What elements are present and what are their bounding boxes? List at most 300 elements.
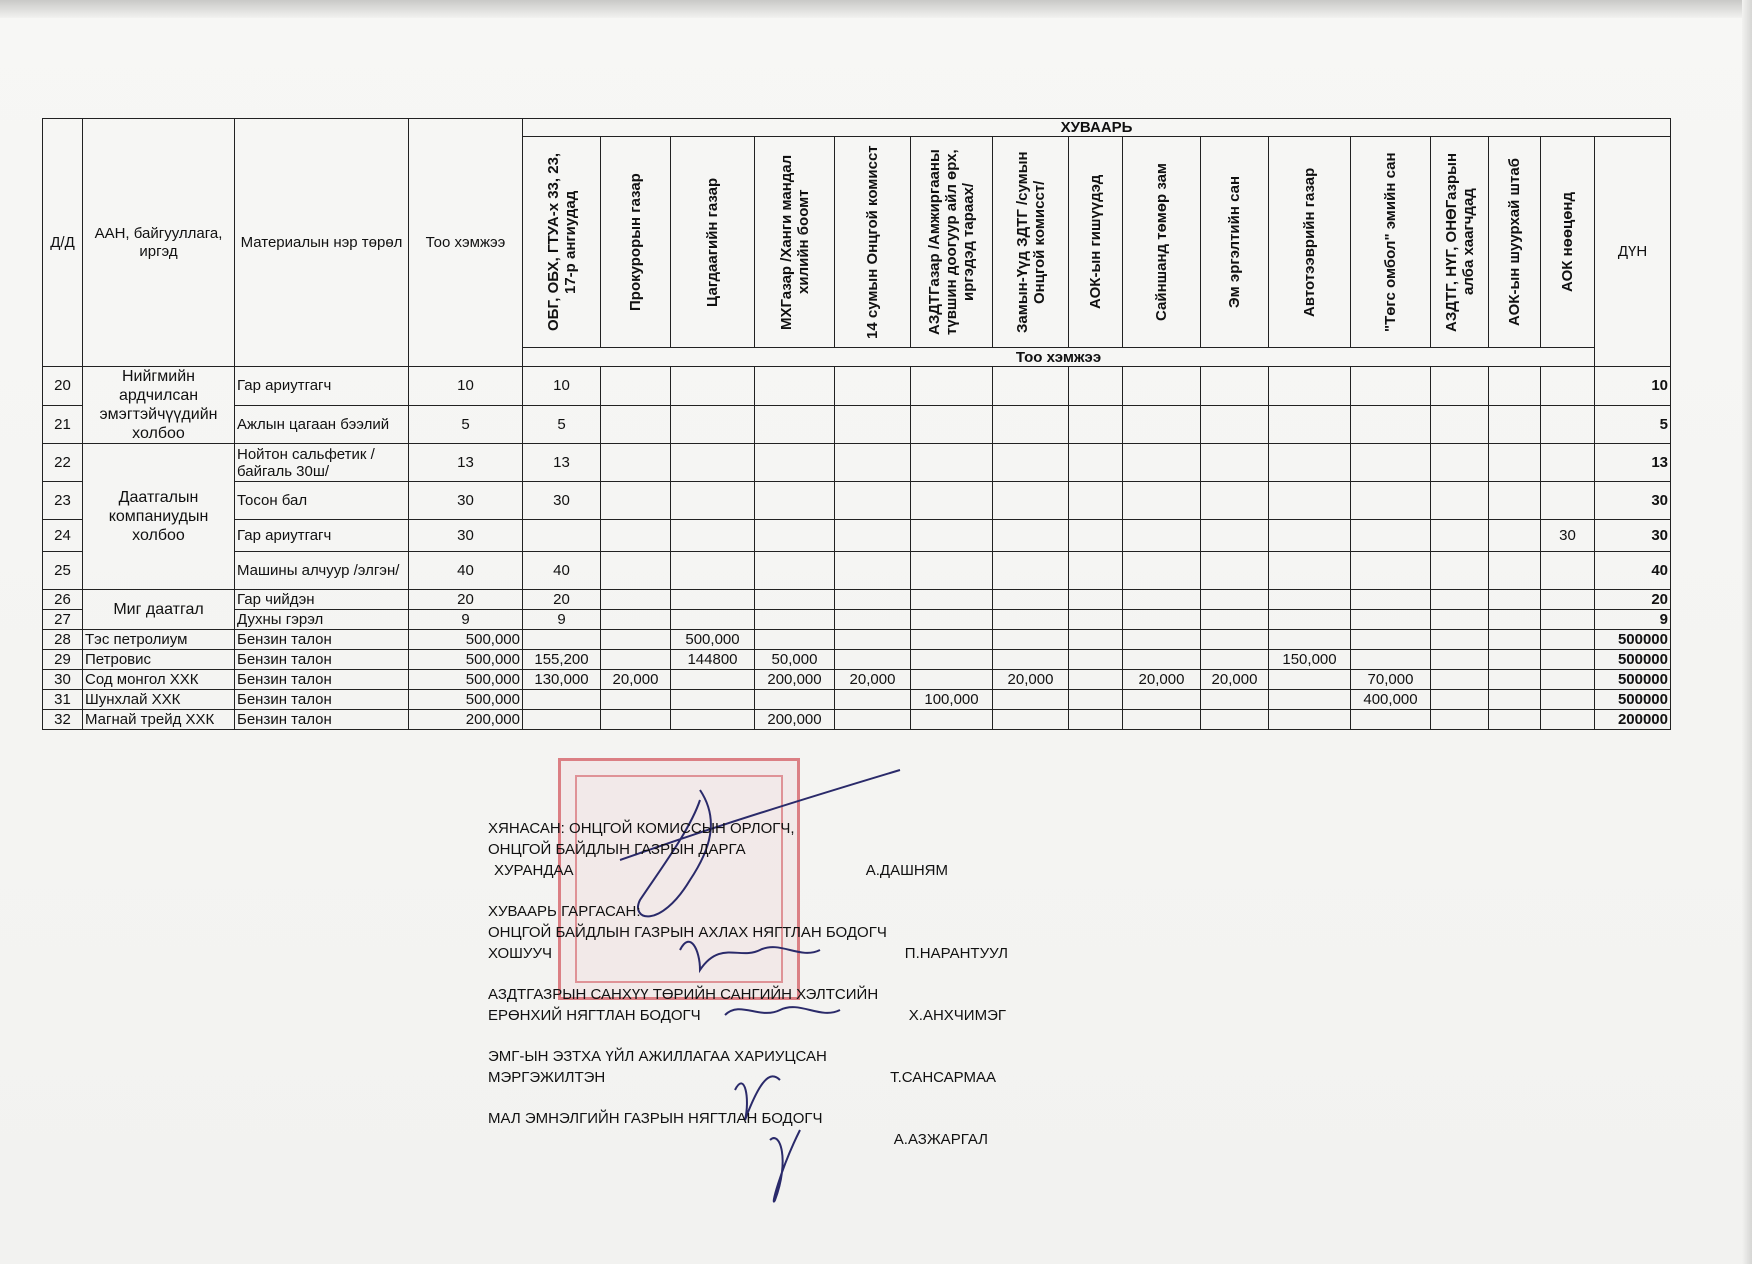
cell-dist xyxy=(1489,405,1541,444)
cell-dist xyxy=(993,482,1069,520)
cell-material: Машины алчуур /элгэн/ xyxy=(235,552,409,590)
table-row xyxy=(43,670,1671,690)
cell-dist xyxy=(755,482,835,520)
cell-dist xyxy=(1201,520,1269,552)
cell-dist xyxy=(755,367,835,406)
cell-dist xyxy=(1069,670,1123,690)
table-row xyxy=(43,367,1671,406)
cell-org: Шунхлай ХХК xyxy=(83,690,235,710)
cell-dist xyxy=(911,630,993,650)
cell-dist: 20,000 xyxy=(1123,670,1201,690)
cell-dist xyxy=(601,520,671,552)
cell-qty: 40 xyxy=(409,552,523,590)
cell-dist xyxy=(1069,710,1123,730)
cell-org: Нийгмийн ардчилсан эмэгтэйчүүдийн холбоо xyxy=(83,367,235,444)
cell-dist: 155,200 xyxy=(523,650,601,670)
cell-total: 500000 xyxy=(1595,690,1671,710)
cell-dist xyxy=(755,690,835,710)
cell-material: Гар ариутгагч xyxy=(235,367,409,406)
cell-qty: 20 xyxy=(409,590,523,610)
cell-dist xyxy=(1431,405,1489,444)
cell-dist xyxy=(911,610,993,630)
cell-num: 26 xyxy=(43,590,83,610)
cell-dist xyxy=(1201,610,1269,630)
cell-material: Нойтон сальфетик /байгаль 30ш/ xyxy=(235,444,409,482)
cell-dist: 5 xyxy=(523,405,601,444)
cell-total: 10 xyxy=(1595,367,1671,406)
cell-material: Духны гэрэл xyxy=(235,610,409,630)
cell-total: 40 xyxy=(1595,552,1671,590)
cell-total: 500000 xyxy=(1595,630,1671,650)
cell-qty: 500,000 xyxy=(409,630,523,650)
table-row xyxy=(43,590,1671,610)
cell-dist xyxy=(1431,650,1489,670)
cell-dist xyxy=(1431,444,1489,482)
cell-dist xyxy=(1431,482,1489,520)
cell-num: 30 xyxy=(43,670,83,690)
cell-dist: 130,000 xyxy=(523,670,601,690)
signature-health: ЭМГ-ЫН ЭЗТХА ҮЙЛ АЖИЛЛАГАА ХАРИУЦСАН МЭРГЭЖИЛТЭН Т.САНСАРМАА xyxy=(488,1048,996,1086)
cell-total: 30 xyxy=(1595,482,1671,520)
signature-veterinary: МАЛ ЭМНЭЛГИЙН ГАЗРЫН НЯГТЛАН БОДОГЧ А.АЗЖАРГАЛ xyxy=(488,1110,988,1148)
cell-org: Магнай трейд ХХК xyxy=(83,710,235,730)
col-header-num: Д/Д xyxy=(43,119,83,367)
cell-dist: 9 xyxy=(523,610,601,630)
cell-num: 25 xyxy=(43,552,83,590)
cell-dist xyxy=(1431,690,1489,710)
cell-dist xyxy=(835,367,911,406)
col-header-dist-6: Замын-Үүд ЗДТГ /сумын Онцгой комисст/ xyxy=(993,137,1069,348)
col-header-dist-4: 14 сумын Онцгой комисст xyxy=(835,137,911,348)
cell-dist xyxy=(1069,630,1123,650)
cell-dist xyxy=(911,367,993,406)
cell-dist xyxy=(1541,690,1595,710)
cell-num: 27 xyxy=(43,610,83,630)
cell-dist xyxy=(755,444,835,482)
cell-dist xyxy=(1431,520,1489,552)
cell-dist xyxy=(993,590,1069,610)
cell-dist xyxy=(1123,610,1201,630)
cell-dist xyxy=(671,590,755,610)
cell-material: Гар чийдэн xyxy=(235,590,409,610)
cell-total: 13 xyxy=(1595,444,1671,482)
cell-dist xyxy=(911,405,993,444)
col-header-dist-13: АОК-ын шуурхай штаб xyxy=(1489,137,1541,348)
cell-dist xyxy=(1201,630,1269,650)
cell-dist xyxy=(523,520,601,552)
cell-dist xyxy=(1069,444,1123,482)
cell-dist xyxy=(671,610,755,630)
cell-dist xyxy=(1351,710,1431,730)
cell-dist xyxy=(835,444,911,482)
cell-dist xyxy=(601,590,671,610)
cell-dist xyxy=(835,520,911,552)
cell-dist xyxy=(1123,444,1201,482)
cell-dist xyxy=(993,650,1069,670)
cell-dist xyxy=(671,710,755,730)
cell-dist xyxy=(993,552,1069,590)
cell-dist xyxy=(1069,552,1123,590)
cell-dist xyxy=(601,630,671,650)
cell-qty: 10 xyxy=(409,367,523,406)
cell-dist xyxy=(1069,690,1123,710)
cell-num: 31 xyxy=(43,690,83,710)
cell-dist xyxy=(1123,552,1201,590)
cell-dist: 200,000 xyxy=(755,670,835,690)
cell-material: Бензин талон xyxy=(235,650,409,670)
cell-dist xyxy=(1541,650,1595,670)
cell-total: 30 xyxy=(1595,520,1671,552)
cell-dist xyxy=(993,520,1069,552)
signer-name: П.НАРАНТУУЛ xyxy=(904,945,1008,962)
cell-dist: 200,000 xyxy=(755,710,835,730)
cell-total: 9 xyxy=(1595,610,1671,630)
cell-dist xyxy=(755,590,835,610)
cell-dist xyxy=(755,520,835,552)
cell-dist xyxy=(671,482,755,520)
cell-dist xyxy=(671,405,755,444)
cell-dist xyxy=(911,482,993,520)
cell-org: Даатгалын компаниудын холбоо xyxy=(83,444,235,590)
cell-org: Сод монгол ХХК xyxy=(83,670,235,690)
cell-dist xyxy=(601,367,671,406)
cell-dist xyxy=(835,690,911,710)
signer-name: А.АЗЖАРГАЛ xyxy=(893,1131,988,1148)
cell-num: 28 xyxy=(43,630,83,650)
cell-dist xyxy=(1431,630,1489,650)
cell-dist xyxy=(1069,610,1123,630)
cell-num: 21 xyxy=(43,405,83,444)
cell-num: 23 xyxy=(43,482,83,520)
cell-dist xyxy=(911,590,993,610)
cell-dist: 20,000 xyxy=(601,670,671,690)
cell-dist: 30 xyxy=(523,482,601,520)
cell-qty: 9 xyxy=(409,610,523,630)
cell-org: Тэс петролиум xyxy=(83,630,235,650)
cell-dist: 30 xyxy=(1541,520,1595,552)
cell-org: Миг даатгал xyxy=(83,590,235,630)
cell-dist xyxy=(1201,367,1269,406)
cell-dist: 20,000 xyxy=(993,670,1069,690)
cell-dist xyxy=(1123,650,1201,670)
cell-dist xyxy=(911,520,993,552)
cell-dist xyxy=(671,444,755,482)
col-header-material: Материалын нэр төрөл xyxy=(235,119,409,367)
cell-dist xyxy=(1541,405,1595,444)
cell-total: 5 xyxy=(1595,405,1671,444)
cell-dist xyxy=(1489,590,1541,610)
col-header-dist-2: Цагдаагийн газар xyxy=(671,137,755,348)
table-row xyxy=(43,690,1671,710)
cell-dist xyxy=(1489,520,1541,552)
cell-qty: 30 xyxy=(409,520,523,552)
cell-dist xyxy=(1069,590,1123,610)
cell-dist xyxy=(1069,520,1123,552)
cell-dist xyxy=(755,610,835,630)
cell-dist xyxy=(755,552,835,590)
cell-dist xyxy=(1069,367,1123,406)
cell-dist xyxy=(1489,650,1541,670)
cell-material: Бензин талон xyxy=(235,670,409,690)
signature-treasury: АЗДТГАЗРЫН САНХҮҮ ТӨРИЙН САНГИЙН ХЭЛТСИЙН ЕРӨНХИЙ НЯГТЛАН БОДОГЧ Х.АНХЧИМЭГ xyxy=(488,986,1006,1024)
col-header-group: ХУВААРЬ xyxy=(523,119,1671,137)
cell-dist xyxy=(1541,367,1595,406)
cell-dist: 50,000 xyxy=(755,650,835,670)
cell-dist xyxy=(1431,710,1489,730)
table-row xyxy=(43,650,1671,670)
cell-dist xyxy=(1123,690,1201,710)
col-header-org: ААН, байгууллага, иргэд xyxy=(83,119,235,367)
cell-num: 24 xyxy=(43,520,83,552)
cell-dist xyxy=(1541,590,1595,610)
cell-num: 22 xyxy=(43,444,83,482)
cell-dist xyxy=(671,690,755,710)
cell-dist: 144800 xyxy=(671,650,755,670)
signer-name: А.ДАШНЯМ xyxy=(865,862,948,879)
cell-dist xyxy=(1269,367,1351,406)
cell-dist xyxy=(1489,690,1541,710)
cell-dist xyxy=(1069,482,1123,520)
cell-dist xyxy=(835,590,911,610)
cell-dist xyxy=(601,610,671,630)
cell-dist xyxy=(1201,482,1269,520)
cell-qty: 5 xyxy=(409,405,523,444)
cell-dist xyxy=(1123,405,1201,444)
cell-dist xyxy=(993,405,1069,444)
cell-dist xyxy=(671,670,755,690)
cell-dist xyxy=(911,670,993,690)
cell-total: 200000 xyxy=(1595,710,1671,730)
cell-material: Тосон бал xyxy=(235,482,409,520)
cell-dist xyxy=(1351,405,1431,444)
cell-total: 500000 xyxy=(1595,670,1671,690)
cell-material: Бензин талон xyxy=(235,630,409,650)
table-row xyxy=(43,482,1671,520)
cell-dist: 20 xyxy=(523,590,601,610)
cell-dist: 10 xyxy=(523,367,601,406)
cell-dist xyxy=(755,405,835,444)
cell-dist xyxy=(1489,482,1541,520)
cell-dist xyxy=(1201,405,1269,444)
cell-dist xyxy=(1431,367,1489,406)
cell-dist: 150,000 xyxy=(1269,650,1351,670)
cell-dist xyxy=(601,710,671,730)
cell-dist xyxy=(1201,444,1269,482)
col-header-dist-3: МХГазар /Ханги мандал хилийн боомт xyxy=(755,137,835,348)
cell-dist xyxy=(1351,650,1431,670)
cell-dist xyxy=(911,444,993,482)
col-header-dist-8: Сайншанд төмөр зам xyxy=(1123,137,1201,348)
cell-dist xyxy=(993,367,1069,406)
cell-dist xyxy=(835,650,911,670)
table-row xyxy=(43,444,1671,482)
cell-dist xyxy=(1269,520,1351,552)
cell-dist xyxy=(1351,552,1431,590)
cell-qty: 200,000 xyxy=(409,710,523,730)
col-header-qty: Тоо хэмжээ xyxy=(409,119,523,367)
col-header-sub: Тоо хэмжээ xyxy=(523,348,1595,367)
cell-num: 32 xyxy=(43,710,83,730)
cell-dist xyxy=(993,630,1069,650)
cell-dist xyxy=(1351,482,1431,520)
cell-num: 20 xyxy=(43,367,83,406)
cell-dist xyxy=(1269,552,1351,590)
cell-dist xyxy=(1269,405,1351,444)
cell-dist xyxy=(993,690,1069,710)
cell-dist xyxy=(601,690,671,710)
cell-dist xyxy=(1269,710,1351,730)
cell-dist: 70,000 xyxy=(1351,670,1431,690)
cell-dist xyxy=(1351,367,1431,406)
cell-dist xyxy=(835,610,911,630)
cell-dist xyxy=(1431,552,1489,590)
cell-dist xyxy=(1489,630,1541,650)
cell-dist xyxy=(601,650,671,670)
cell-dist: 13 xyxy=(523,444,601,482)
cell-dist xyxy=(1541,444,1595,482)
cell-material: Ажлын цагаан бээлий xyxy=(235,405,409,444)
cell-dist xyxy=(755,630,835,650)
cell-dist xyxy=(671,520,755,552)
table-row xyxy=(43,630,1671,650)
col-header-dist-11: "Төгс омбол" эмийн сан xyxy=(1351,137,1431,348)
cell-total: 500000 xyxy=(1595,650,1671,670)
cell-dist: 40 xyxy=(523,552,601,590)
cell-dist xyxy=(1123,590,1201,610)
cell-dist xyxy=(1123,367,1201,406)
cell-dist xyxy=(911,710,993,730)
cell-dist xyxy=(835,630,911,650)
cell-dist xyxy=(1351,630,1431,650)
cell-org: Петровис xyxy=(83,650,235,670)
col-header-dist-1: Прокурорын газар xyxy=(601,137,671,348)
cell-dist xyxy=(1431,670,1489,690)
cell-dist xyxy=(1269,590,1351,610)
cell-dist xyxy=(671,552,755,590)
col-header-dist-9: Эм эргэлтийн сан xyxy=(1201,137,1269,348)
cell-dist xyxy=(835,482,911,520)
cell-dist xyxy=(1269,610,1351,630)
col-header-dist-0: ОБГ, ОБХ, ГТУА-х 33, 23, 17-р ангиудад xyxy=(523,137,601,348)
cell-dist: 100,000 xyxy=(911,690,993,710)
cell-dist xyxy=(1123,630,1201,650)
cell-dist xyxy=(835,405,911,444)
cell-dist xyxy=(1201,690,1269,710)
signer-name: Т.САНСАРМАА xyxy=(890,1069,996,1086)
cell-dist xyxy=(993,444,1069,482)
col-header-dist-7: АОК-ын гишүүдэд xyxy=(1069,137,1123,348)
cell-dist: 20,000 xyxy=(835,670,911,690)
scan-top-shadow xyxy=(0,0,1752,18)
cell-dist xyxy=(1351,520,1431,552)
cell-material: Гар ариутгагч xyxy=(235,520,409,552)
cell-dist xyxy=(1351,610,1431,630)
cell-dist xyxy=(1201,552,1269,590)
cell-dist xyxy=(1201,590,1269,610)
cell-dist xyxy=(835,710,911,730)
cell-dist xyxy=(1069,405,1123,444)
cell-dist xyxy=(1351,444,1431,482)
cell-dist xyxy=(523,690,601,710)
cell-dist xyxy=(1123,710,1201,730)
cell-dist xyxy=(1431,590,1489,610)
cell-dist xyxy=(993,710,1069,730)
table-row xyxy=(43,710,1671,730)
cell-dist xyxy=(1541,710,1595,730)
cell-qty: 13 xyxy=(409,444,523,482)
cell-dist xyxy=(911,552,993,590)
cell-material: Бензин талон xyxy=(235,690,409,710)
cell-dist xyxy=(1269,670,1351,690)
cell-dist xyxy=(993,610,1069,630)
cell-dist xyxy=(1489,367,1541,406)
table-row xyxy=(43,405,1671,444)
scan-right-shadow xyxy=(1742,0,1752,1264)
cell-dist xyxy=(1269,482,1351,520)
cell-qty: 30 xyxy=(409,482,523,520)
cell-qty: 500,000 xyxy=(409,690,523,710)
cell-qty: 500,000 xyxy=(409,670,523,690)
cell-dist xyxy=(1123,520,1201,552)
signature-block xyxy=(488,818,1008,1170)
distribution-table xyxy=(42,118,1671,730)
cell-dist xyxy=(1201,710,1269,730)
cell-dist xyxy=(1123,482,1201,520)
cell-dist xyxy=(1269,444,1351,482)
cell-dist xyxy=(523,710,601,730)
cell-dist xyxy=(911,650,993,670)
cell-dist xyxy=(601,482,671,520)
col-header-dist-14: АОК нөөцөнд xyxy=(1541,137,1595,348)
cell-num: 29 xyxy=(43,650,83,670)
cell-dist xyxy=(671,367,755,406)
cell-dist xyxy=(835,552,911,590)
cell-dist xyxy=(1541,670,1595,690)
cell-dist xyxy=(601,444,671,482)
cell-dist xyxy=(1489,710,1541,730)
cell-dist xyxy=(1069,650,1123,670)
cell-dist xyxy=(601,552,671,590)
signature-preparer: ХУВААРЬ ГАРГАСАН: ОНЦГОЙ БАЙДЛЫН ГАЗРЫН АХЛАХ НЯГТЛАН БОДОГЧ ХОШУУЧ П.НАРАНТУУЛ xyxy=(488,903,1008,962)
signature-approver: ХЯНАСАН: ОНЦГОЙ КОМИССЫН ОРЛОГЧ, ОНЦГОЙ БАЙДЛЫН ГАЗРЫН ДАРГА ХУРАНДАА А.ДАШНЯМ xyxy=(488,820,948,879)
cell-dist xyxy=(1201,650,1269,670)
cell-dist xyxy=(1489,444,1541,482)
cell-material: Бензин талон xyxy=(235,710,409,730)
cell-dist: 400,000 xyxy=(1351,690,1431,710)
cell-dist xyxy=(1489,610,1541,630)
cell-dist xyxy=(1489,552,1541,590)
cell-total: 20 xyxy=(1595,590,1671,610)
cell-dist xyxy=(1541,552,1595,590)
col-header-dist-12: АЗДТГ, НҮГ, ОНӨГазрын алба хаагчдад xyxy=(1431,137,1489,348)
table-row xyxy=(43,552,1671,590)
table-row xyxy=(43,610,1671,630)
cell-dist: 500,000 xyxy=(671,630,755,650)
signer-name: Х.АНХЧИМЭГ xyxy=(908,1007,1006,1024)
cell-dist xyxy=(601,405,671,444)
cell-dist xyxy=(1431,610,1489,630)
cell-dist xyxy=(523,630,601,650)
cell-dist xyxy=(1269,630,1351,650)
cell-dist xyxy=(1541,610,1595,630)
col-header-dist-5: АЗДТГазар /Амжиргааны түвшин доогуур айл өрх, иргэдэд тараах/ xyxy=(911,137,993,348)
col-header-total: ДҮН xyxy=(1595,137,1671,367)
cell-dist xyxy=(1541,630,1595,650)
cell-qty: 500,000 xyxy=(409,650,523,670)
col-header-dist-10: Автотээврийн газар xyxy=(1269,137,1351,348)
cell-dist: 20,000 xyxy=(1201,670,1269,690)
cell-dist xyxy=(1489,670,1541,690)
